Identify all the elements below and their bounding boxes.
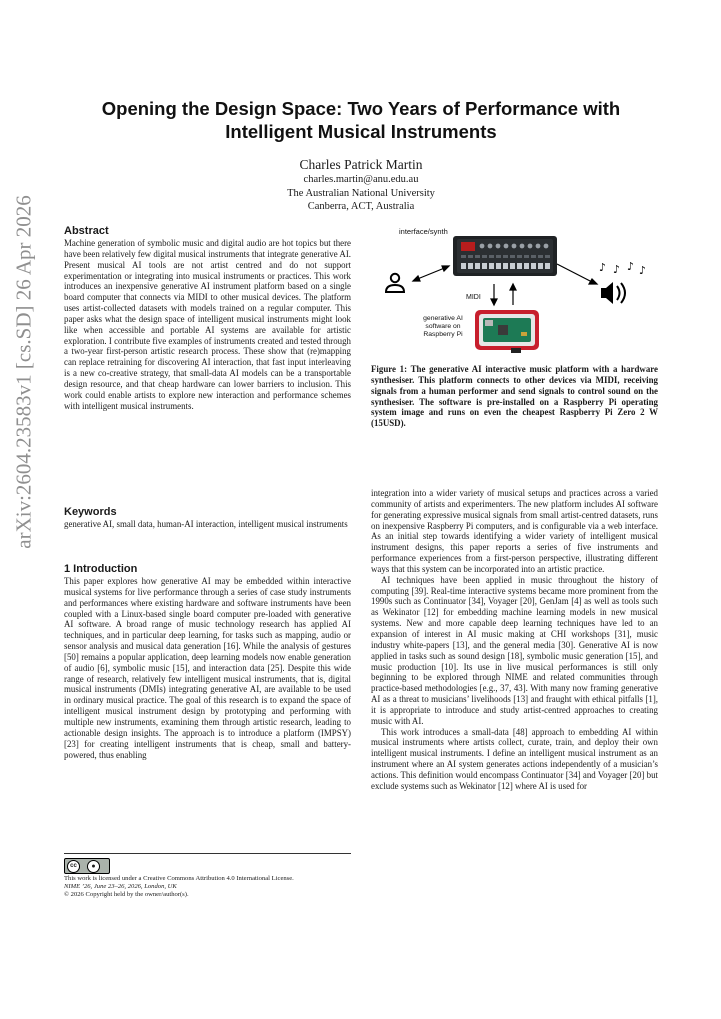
introduction-heading: 1 Introduction [64,563,138,575]
figure-1 [371,222,658,356]
right-paragraph-2: AI techniques have been applied in music throughout the history of computing [39]. Real-time interactive systems became more prominent from the 1990s such as Continuator [34], Voyager [20], GenJam [4] as well as tools such as Wekinator [12] for embedding machine learning models in new musical systems. New and more capable deep learning techniques have led to an expansion of interest in AI music making at CHI workshops [31], music industry white-papers [13], and the general media [30]. Generative AI is now applied in tasks such as sound design [18], symbolic music generation [15], and music production [10]. Its use in live musical performances is still only beginning to be explored through NIME and related communities through practice-based methodologies [e.g., 37, 43]. With many now framing generative AI as a threat to musicians’ livelihoods [13] and fraught with ethical pitfalls [1], it is appropriate to introduce and study artist-centred approaches to creating music with AI. [371,574,658,726]
author-email: charles.martin@anu.edu.au [303,174,419,185]
label-software-2: software on [425,323,461,330]
label-software-1: generative AI [423,315,463,322]
label-midi: MIDI [466,294,481,301]
arxiv-stamp [9,52,39,692]
person-icon [386,274,404,292]
author-name: Charles Patrick Martin [299,157,423,172]
author-block [64,156,658,214]
svg-text:♪: ♪ [639,264,647,277]
music-notes-icon [599,260,646,277]
cc-by-icon: cc ● [64,858,110,874]
keywords-heading: Keywords [64,506,117,518]
abstract-section [64,224,351,412]
raspberry-pi-image [475,310,539,353]
author-location: Canberra, ACT, Australia [307,201,415,212]
introduction-body [64,576,351,760]
arxiv-stamp-text: arXiv:2604.23583v1 [cs.SD] 26 Apr 2026 [11,195,36,549]
keywords-section [64,505,351,530]
right-paragraph-1: integration into a wider variety of musical setups and practices across a varied community of artists and experimenters. The new platform includes AI software for generating expressive musical signals from small artist-centred datasets, runs on inexpensive Raspberry Pi computers, and is configurable via a web interface. As an initial step towards identifying a wider variety of intelligent musical instrument designs, this paper reports a series of five instruments and performance experiences from a first-person perspective, illustrating different ways that this system can be incorporated into an artistic practice. [371,488,658,574]
footnote-text [64,875,351,899]
right-column-body [371,488,658,792]
svg-text:♪: ♪ [613,263,621,276]
abstract-body [64,238,351,412]
introduction-paragraph-1: This paper explores how generative AI may be embedded within interactive musical systems for live performance through a series of case study instruments and performances where existing hardware and software instruments have been coupled with a Linux-based single board computer pre-loaded with generative AI software. A broad range of music technology research has applied AI techniques, and in particular deep learning, for tasks such as mapping, audio or sensor analysis and musical data generation [16]. While the analysis of gestures [50] remains a popular application, deep learning models now enable generation of audio [6], symbolic music [15], and interaction data [25]. Despite this wide range of research, relatively few intelligent musical instruments, that is, digital musical instruments (DMIs) integrating generative AI, are available to be used in ordinary musical practice. The goal of this research is to expand the space of intelligent musical instrument design by prototyping and performing with multiple new instruments, examining them through artistic research, leading to actionable design insights. The approach is to introduce a platform (IMPSY) [23] for creating intelligent instruments that is cheap, small and battery-powered, thus enabling [64,576,351,760]
svg-text:♪: ♪ [627,260,635,273]
right-paragraph-3: This work introduces a small-data [48] approach to embedding AI within musical instruments where artists collect, curate, train, and deploy their own intelligent musical instruments. I define an intelligent musical instrument as an instrument where an AI system generates actions independently of a musician’s actions. This definition would encompass Continuator [34] and Voyager [20] but exclude systems such as Wekinator [12] where AI is used for [371,726,658,791]
footnote-rule [64,853,351,854]
title-line-1: Opening the Design Space: Two Years of Performance with [101,98,621,119]
footnote-copyright: © 2026 Copyright held by the owner/author(s). [64,891,189,899]
label-software-3: Raspberry Pi [423,331,463,338]
abstract-text: Machine generation of symbolic music and digital audio are hot topics but there have been relatively few digital musical instruments that integrate generative AI. Present musical AI tools are not artist centred and do not support experimentation or integrating into musical instruments or practices. This work introduces an inexpensive generative AI instrument platform based on a single board computer that connects via MIDI to other musical devices. The platform uses artist-collected datasets with models trained on a regular computer. This paper asks what the design space of intelligent musical instruments might look like when accessible and portable AI systems are available for artistic exploration. I contribute five examples of instruments created and tested through a two-year first-person artistic research process. These show that (re)mapping can replace retraining for discovering AI interaction, that fast input interleaving is a new co-creative strategy, that small-data AI models can be a transportable design resource, and that cheap hardware can lower barriers to inclusion. This work could enable artists to explore new interaction and performance schemes with intelligent musical instruments. [64,238,351,411]
introduction-section [64,562,351,760]
footnote-license: This work is licensed under a Creative Commons Attribution 4.0 International License. [64,875,294,882]
figure-1-diagram [371,222,658,356]
footnote-venue: NIME ’26, June 23–26, 2026, London, UK [64,883,177,891]
label-interface-synth: interface/synth [399,227,448,236]
figure-1-caption: Figure 1: The generative AI interactive music platform with a hardware synthesiser. This platform connects to other devices via MIDI, receiving signals from a human performer and send signals to control sound on the synthesiser. The software is pre-installed on a Raspberry Pi operating system image and runs on even the cheapest Raspberry Pi Zero 2 W (15USD). [371,364,658,429]
paper-title [64,97,658,143]
author-affiliation: The Australian National University [287,187,435,199]
arrow-synth-speaker [557,264,597,284]
abstract-heading: Abstract [64,225,109,237]
synthesiser-image [453,236,557,276]
midi-arrows [491,284,516,305]
arrow-person-synth [413,266,449,281]
svg-text:♪: ♪ [599,261,607,274]
title-line-2: Intelligent Musical Instruments [225,121,497,142]
keywords-text: generative AI, small data, human-AI interaction, intelligent musical instruments [64,519,348,529]
speaker-icon [601,282,625,304]
label-software [423,315,463,338]
right-column-paragraphs [371,488,658,792]
keywords-body [64,519,351,530]
